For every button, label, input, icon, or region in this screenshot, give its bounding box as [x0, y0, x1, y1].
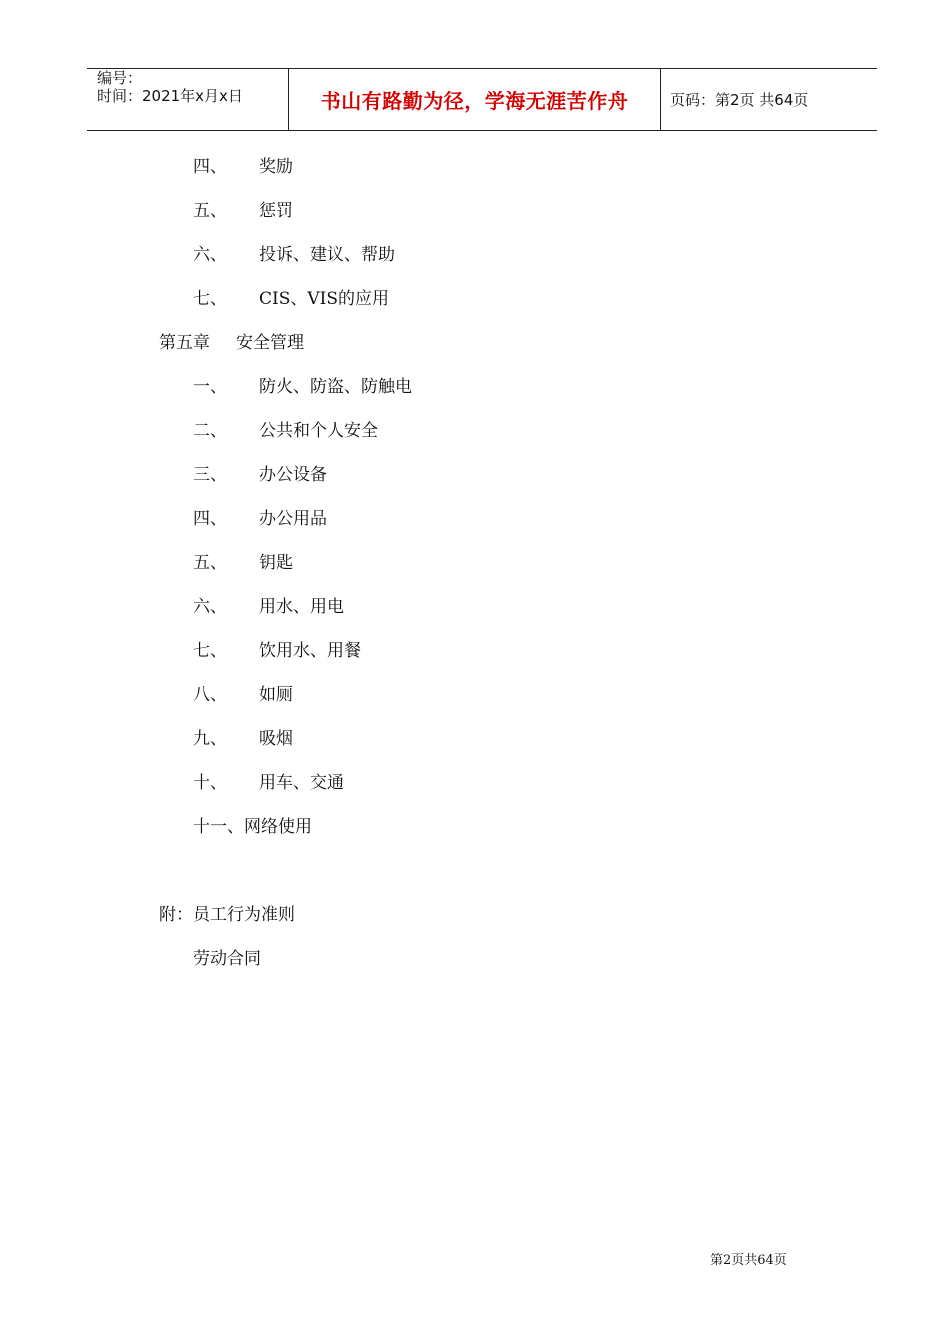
toc-item-network: 十一、网络使用 — [193, 817, 312, 837]
toc-item-text: 投诉、建议、帮助 — [259, 245, 395, 265]
toc-item-number: 七、 — [193, 641, 227, 661]
toc-item-number: 三、 — [193, 465, 227, 485]
serial-number-label: 编号： — [97, 69, 143, 87]
date-label: 时间：2021年x月x日 — [97, 87, 243, 105]
toc-item-number: 五、 — [193, 553, 227, 573]
toc-item-text: 公共和个人安全 — [259, 421, 378, 441]
toc-item-text: 办公用品 — [259, 509, 327, 529]
toc-item-text: 饮用水、用餐 — [259, 641, 361, 661]
page-footer: 第2页共64页 — [710, 1253, 787, 1268]
header-page-info: 页码：第2页 共64页 — [670, 91, 809, 109]
toc-item-text: CIS、VIS的应用 — [259, 289, 390, 309]
toc-item-number: 六、 — [193, 245, 227, 265]
chapter-label: 第五章 — [159, 333, 210, 353]
toc-item-text: 用车、交通 — [259, 773, 344, 793]
toc-item-text: 如厕 — [259, 685, 293, 705]
toc-item-number: 四、 — [193, 157, 227, 177]
page-header — [87, 68, 877, 131]
header-motto: 书山有路勤为径，学海无涯苦作舟 — [320, 89, 629, 113]
appendix-label: 附：员工行为准则 — [159, 905, 295, 925]
toc-item-text: 防火、防盗、防触电 — [259, 377, 412, 397]
toc-item-number: 五、 — [193, 201, 227, 221]
toc-item-text: 用水、用电 — [259, 597, 344, 617]
toc-item-text: 吸烟 — [259, 729, 293, 749]
appendix-item: 劳动合同 — [193, 949, 261, 969]
toc-item-number: 十、 — [193, 773, 227, 793]
header-motto-cell — [288, 69, 661, 130]
toc-item-number: 六、 — [193, 597, 227, 617]
header-meta-cell — [87, 69, 288, 130]
toc-item-number: 一、 — [193, 377, 227, 397]
toc-item-number: 二、 — [193, 421, 227, 441]
toc-item-text: 钥匙 — [259, 553, 293, 573]
toc-item-number: 四、 — [193, 509, 227, 529]
toc-item-number: 八、 — [193, 685, 227, 705]
toc-item-text: 奖励 — [259, 157, 293, 177]
chapter-title: 安全管理 — [236, 333, 304, 353]
toc-item-number: 九、 — [193, 729, 227, 749]
toc-item-number: 七、 — [193, 289, 227, 309]
toc-item-text: 办公设备 — [259, 465, 327, 485]
toc-item-text: 惩罚 — [259, 201, 293, 221]
header-page-cell — [661, 69, 877, 130]
